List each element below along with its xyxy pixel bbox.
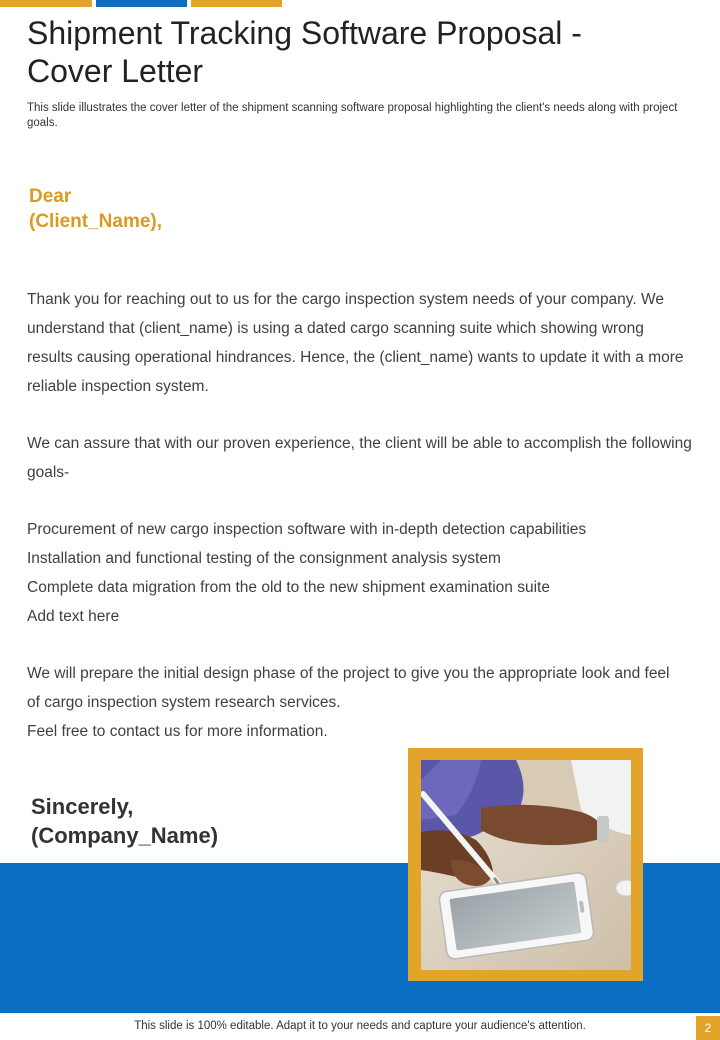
title-line-2: Cover Letter [27,53,204,89]
page-title [27,14,687,90]
accent-bar-left [0,0,92,7]
page-number: 2 [696,1016,720,1040]
closing-line-1: We will prepare the initial design phase of the project to give you the appropriate look and feel [27,665,670,682]
letter-signoff [31,792,218,850]
photo-hand-stylus-tablet-icon [421,760,631,970]
letter-greeting [29,184,162,234]
paragraph-closing [27,659,692,746]
closing-line-2: of cargo inspection system research services. [27,694,341,711]
list-item: Procurement of new cargo inspection software with in-depth detection capabilities [27,521,587,538]
signoff-line-1: Sincerely, [31,794,134,819]
paragraph-intro: Thank you for reaching out to us for the cargo inspection system needs of your company. We understand that (client_name) is using a dated cargo scanning suite which showing wrong results causing operational hindrances. Hence, the (client_name) wants to update it with a more reliable inspection system. [27,291,684,395]
page-subtitle: This slide illustrates the cover letter of the shipment scanning software proposal highlighting the client's needs along with project goals. [27,102,678,129]
list-item: Complete data migration from the old to the new shipment examination suite [27,579,550,596]
greeting-line-2: (Client_Name), [29,211,163,232]
footer-note: This slide is 100% editable. Adapt it to your needs and capture your audience's attention. [134,1020,586,1032]
footer [0,1013,720,1040]
goals-list [27,515,692,631]
list-item: Add text here [27,608,120,625]
greeting-line-1: Dear [29,186,72,207]
paragraph-assurance: We can assure that with our proven experience, the client will be able to accomplish the following goals- [27,435,692,481]
accent-bar-middle [96,0,187,7]
title-line-1: Shipment Tracking Software Proposal - [27,15,582,51]
list-item: Installation and functional testing of the consignment analysis system [27,550,501,567]
signoff-line-2: (Company_Name) [31,823,219,848]
accent-bar-right [191,0,282,7]
closing-line-3: Feel free to contact us for more information. [27,723,328,740]
